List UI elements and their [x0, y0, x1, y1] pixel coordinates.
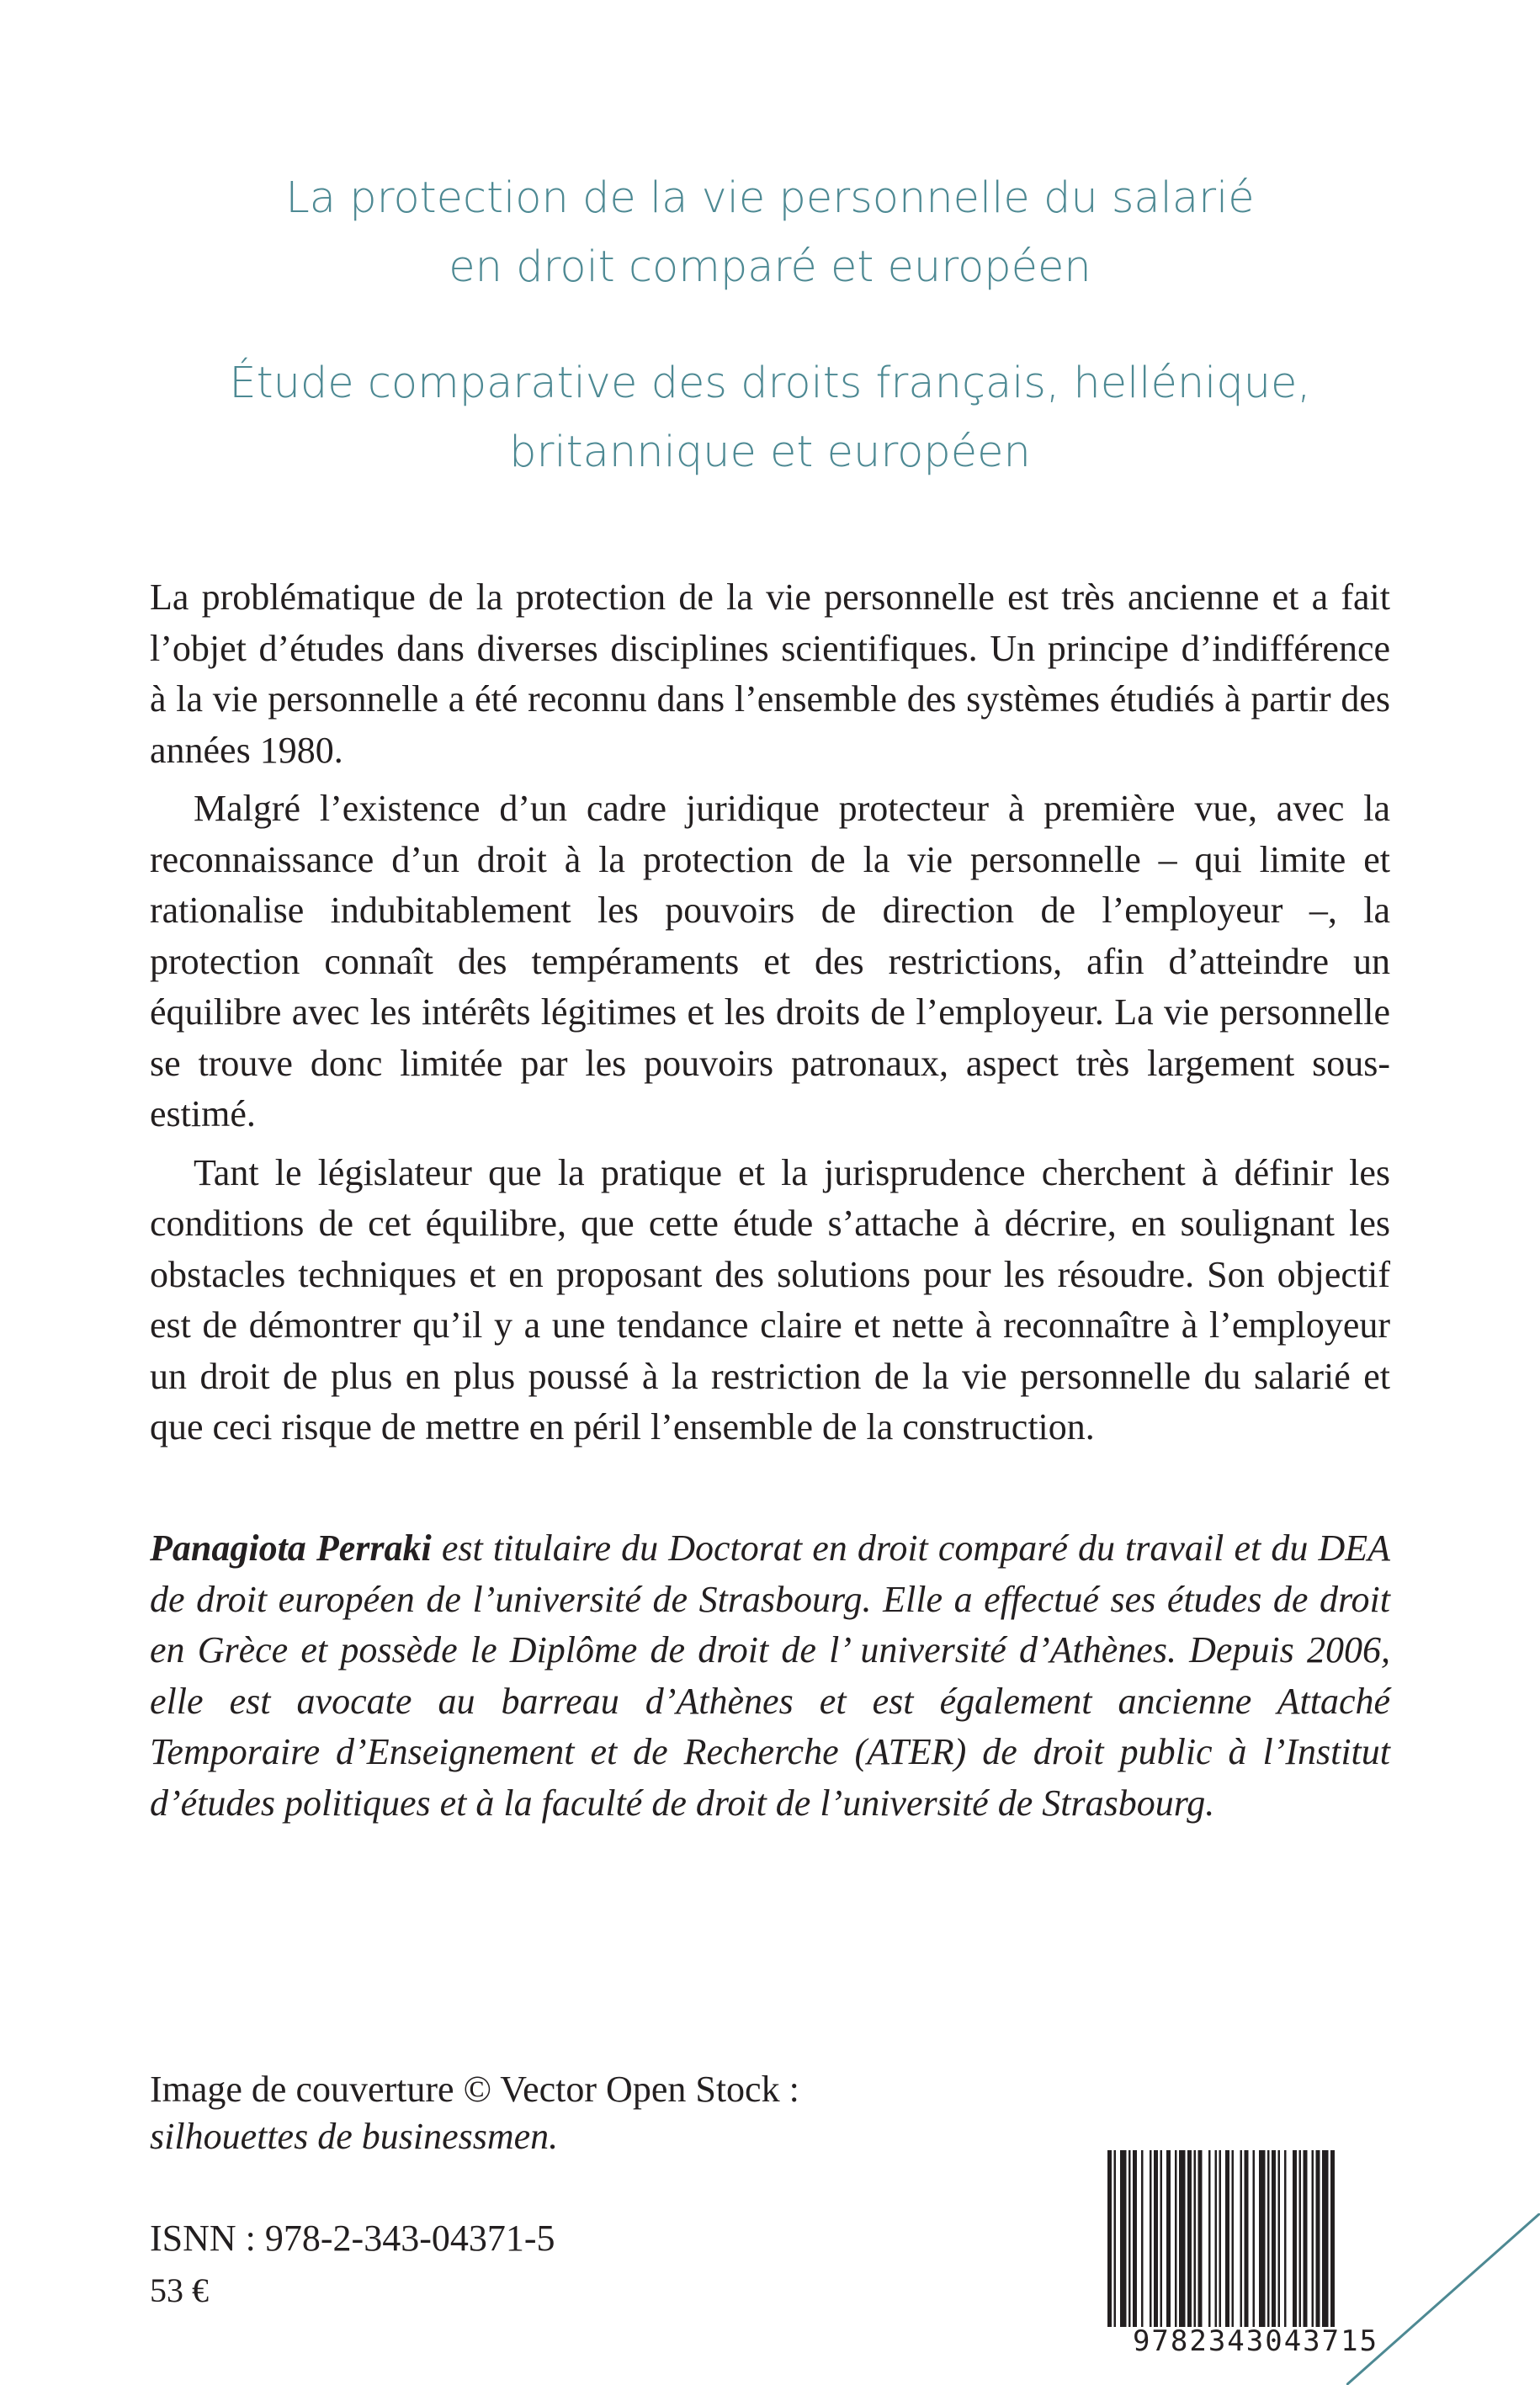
book-title-line-1: La protection de la vie personnelle du salarié	[285, 173, 1255, 223]
author-name: Panagiota Perraki	[150, 1527, 432, 1569]
book-subtitle	[0, 349, 1540, 487]
book-title-line-2: en droit comparé et européen	[449, 242, 1091, 292]
author-bio-text: est titulaire du Doctorat en droit comparé du travail et du DEA de droit européen de l’université de Strasbourg. Elle a effectué ses études de droit en Grèce et possède le Diplôme de droit de l’ université d’Athènes. Depuis 2006, elle est avocate au barreau d’Athènes et est également ancienne Attaché Temporaire d’Enseignement et de Recherche (ATER) de droit public à l’Institut d’études politiques et à la faculté de droit de l’université de Strasbourg.	[150, 1527, 1390, 1824]
description-paragraph-2: Malgré l’existence d’un cadre juridique protecteur à première vue, avec la reconnaissance d’un droit à la protection de la vie personnelle – qui limite et rationalise indubitablement les pouvoirs de direction de l’employeur –, la protection connaît des tempéraments et des restrictions, afin d’atteindre un équilibre avec les intérêts légitimes et les droits de l’employeur. La vie personnelle se trouve donc limitée par les pouvoirs patronaux, aspect très largement sous-estimé.	[150, 788, 1390, 1134]
book-subtitle-line-2: britannique et européen	[509, 428, 1031, 477]
description-paragraph-1: La problématique de la protection de la vie personnelle est très ancienne et a fait l’objet d’études dans diverses disciplines scientifiques. Un principe d’indifférence à la vie personnelle a été reconnu dans l’ensemble des systèmes étudiés à partir des années 1980.	[150, 576, 1390, 771]
description-paragraph-3: Tant le législateur que la pratique et la jurisprudence cherchent à définir les conditions de cet équilibre, que cette étude s’attache à décrire, en soulignant les obstacles techniques et en proposant des solutions pour les résoudre. Son objectif est de démontrer qu’il y a une tendance claire et nette à reconnaître à l’employeur un droit de plus en plus poussé à la restriction de la vie personnelle du salarié et que ceci risque de mettre en péril l’ensemble de la construction.	[150, 1151, 1390, 1447]
decorative-corner-line	[1346, 2213, 1540, 2385]
barcode-digits: 9782343043715	[1132, 2324, 1379, 2358]
author-biography	[150, 1523, 1390, 1829]
book-title	[0, 164, 1540, 302]
price: 53 €	[150, 2271, 209, 2309]
book-description	[150, 572, 1390, 1461]
cover-credit-line-1: Image de couverture © Vector Open Stock :	[150, 2069, 799, 2110]
book-subtitle-line-1: Étude comparative des droits français, hellénique,	[229, 359, 1311, 408]
cover-image-credit	[150, 2066, 799, 2160]
isbn-number: ISNN : 978-2-343-04371-5	[150, 2218, 555, 2259]
cover-credit-line-2: silhouettes de businessmen.	[150, 2116, 559, 2157]
